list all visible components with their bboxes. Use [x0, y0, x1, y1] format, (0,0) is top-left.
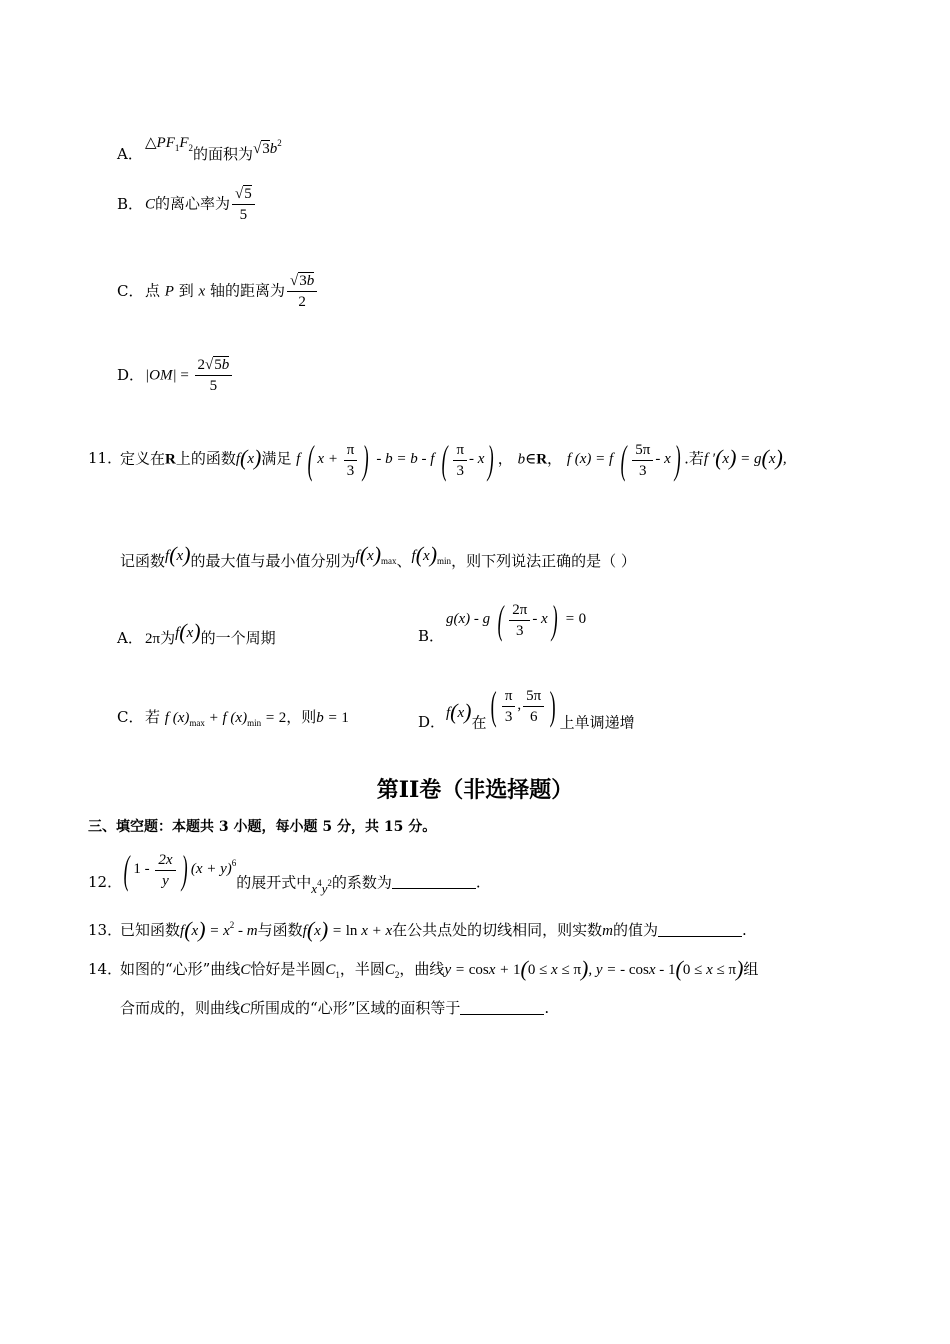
5pi-over-6: $\frac{5\pi}{6}$: [523, 687, 544, 726]
q12-text: 的展开式中: [236, 873, 312, 892]
triangle-pf1f2: $\triangle PF_1F_2$: [145, 135, 194, 153]
f-min: $f(x)_{min}$: [411, 542, 452, 567]
f-x: f(x): [235, 445, 262, 471]
option-text: 的面积为: [193, 145, 254, 163]
question-number: 14．: [88, 960, 123, 978]
option-text: 在: [471, 713, 487, 732]
option-label: C．: [117, 708, 144, 726]
in-r: ∈R: [525, 451, 548, 468]
5pi-over-3: $\frac{5\pi}{3}$: [632, 441, 653, 480]
q14-line1: [88, 956, 759, 985]
option-text: 到: [178, 281, 194, 300]
ln-function: f(x) = ln x + x: [302, 917, 393, 942]
q13: [88, 915, 747, 941]
q11-text: 上的函数: [175, 449, 236, 468]
q13-text: .: [742, 921, 747, 939]
option-text: 点: [145, 281, 161, 300]
option-text: 的离心率为: [155, 194, 231, 213]
question-number: 12．: [88, 873, 123, 892]
f-definition: $f(x) = x^2 - m$: [180, 917, 258, 942]
equals: =: [176, 367, 193, 384]
c1: $C_1$: [325, 962, 340, 980]
q14-text: ，曲线: [399, 960, 445, 978]
q12-text: 的系数为: [331, 873, 392, 892]
curve-c: C: [145, 196, 156, 213]
pi-over-3: $\frac{\pi}{3}$: [502, 687, 516, 726]
condition-2: f (x) = f ( $\frac{5\pi}{3}$ - x): [566, 437, 681, 482]
option-text: 若: [145, 708, 161, 726]
option-text: 轴的距离为: [210, 281, 286, 300]
option-label: D．: [418, 713, 446, 732]
q11-line2: [120, 542, 636, 571]
q13-text: 与函数: [257, 921, 303, 939]
q11-option-c[interactable]: [117, 707, 349, 733]
q11-text: 记函数: [120, 552, 166, 570]
interval: ( $\frac{\pi}{3}$ , $\frac{5\pi}{6}$ ): [490, 683, 556, 728]
2pi-over-3: $\frac{2\pi}{3}$: [509, 601, 530, 640]
q11-option-a[interactable]: [117, 619, 276, 649]
2sqrt5b-over-5: $\frac{2√5b}{5}$: [195, 356, 233, 395]
q11-text: .若: [684, 449, 704, 468]
option-label: C．: [117, 281, 144, 300]
answer-blank[interactable]: [392, 874, 476, 889]
q14-text: ，半圆: [339, 960, 385, 978]
max-plus-min: f $(x)_{max} + f$ $(x)_{min} = 2$: [164, 710, 287, 728]
q11-text: 满足: [261, 449, 292, 468]
option-label: A．: [117, 629, 143, 647]
question-number: 13．: [88, 921, 123, 939]
q14-text: 合而成的，则曲线: [120, 999, 241, 1017]
option-label: B．: [418, 627, 445, 646]
curve-c: C: [240, 1001, 251, 1017]
f-x: f(x): [175, 619, 201, 644]
answer-blank[interactable]: [658, 922, 742, 937]
b-equals-1: b = 1: [316, 710, 349, 726]
q14-text: .: [544, 999, 550, 1017]
option-text: ，则: [286, 708, 317, 726]
q11-option-b[interactable]: [418, 597, 587, 646]
q14-text: 所围成的“心形”区域的面积等于: [250, 999, 461, 1017]
b-in-r: b: [517, 451, 526, 468]
m-var: m: [602, 923, 613, 939]
q14-line2: [120, 998, 549, 1019]
q11-text: 定义在: [120, 449, 166, 468]
option-label: D．: [117, 365, 145, 384]
answer-blank[interactable]: [460, 1000, 544, 1015]
q13-text: 已知函数: [120, 921, 181, 939]
option-text: 为: [160, 629, 176, 647]
section3-header: 三、填空题：本题共 3 小题，每小题 5 分，共 15 分。: [88, 819, 437, 835]
f-max: $f(x)_{max}$: [355, 542, 397, 567]
curve-equations: y = cosx + 1(0 ≤ x ≤ π), y = - cosx - 1(0 ≤ x ≤ π): [444, 956, 744, 981]
q10-option-b[interactable]: [117, 185, 257, 224]
x4y2: $x^4y^2$: [311, 878, 332, 897]
q11-line1: [88, 437, 787, 486]
two-pi: 2π: [145, 631, 161, 647]
x-var: x: [198, 283, 206, 300]
option-text: 上单调递增: [559, 713, 635, 732]
q13-text: 的值为: [612, 921, 658, 939]
q11-text: ，: [497, 449, 513, 468]
q11-option-d[interactable]: [418, 683, 635, 732]
q12-text: .: [475, 873, 481, 892]
condition-1: f ( x + $\frac{\pi}{3}$ ) - b = b - f ( $\frac{\pi}{3}$ - x): [296, 437, 495, 482]
binomial-expression: ( 1 - $\frac{2x}{y}$ ) $(x + y)^6$: [123, 847, 237, 892]
q11-text: ，: [547, 449, 563, 468]
option-label: A．: [117, 145, 143, 163]
pi-over-3: $\frac{\pi}{3}$: [453, 441, 467, 480]
2x-over-y: $\frac{2x}{y}$: [155, 851, 175, 890]
q12: [88, 847, 481, 897]
sqrt3-b2: $√3b^2$: [253, 138, 282, 157]
sqrt5-over-5: $\frac{√5}{5}$: [232, 185, 255, 224]
q10-option-a[interactable]: [117, 133, 282, 163]
q11-text: 的最大值与最小值分别为: [190, 552, 356, 570]
q11-text: 、: [396, 552, 412, 570]
point-p: P: [164, 283, 174, 300]
section-title: 第II卷（非选择题）: [376, 777, 574, 803]
q10-option-d[interactable]: [117, 356, 234, 395]
pi-over-3: $\frac{\pi}{3}$: [344, 441, 358, 480]
q13-text: 在公共点处的切线相同，则实数: [392, 921, 603, 939]
q14-text: 如图的“心形”曲线: [120, 960, 241, 978]
f-x: f(x): [446, 699, 472, 725]
option-text: 的一个周期: [200, 629, 276, 647]
q14-text: 组: [743, 960, 759, 978]
abs-om: |OM|: [145, 367, 177, 384]
derivative-relation: f ′(x) = g(x),: [703, 445, 787, 471]
curve-c: C: [240, 962, 251, 978]
option-label: B．: [117, 194, 144, 213]
question-number: 11．: [88, 449, 123, 468]
real-set: R: [165, 451, 176, 468]
f-x: f(x): [165, 542, 191, 567]
q14-text: 恰好是半圆: [250, 960, 326, 978]
q10-option-c[interactable]: [117, 272, 319, 311]
sqrt3b-over-2: $\frac{√3b}{2}$: [287, 272, 317, 311]
c2: $C_2$: [384, 962, 400, 980]
q11-text: ，则下列说法正确的是（ ）: [451, 552, 636, 570]
g-expression: g(x) - g ( $\frac{2\pi}{3}$ - x) = 0: [446, 597, 587, 642]
